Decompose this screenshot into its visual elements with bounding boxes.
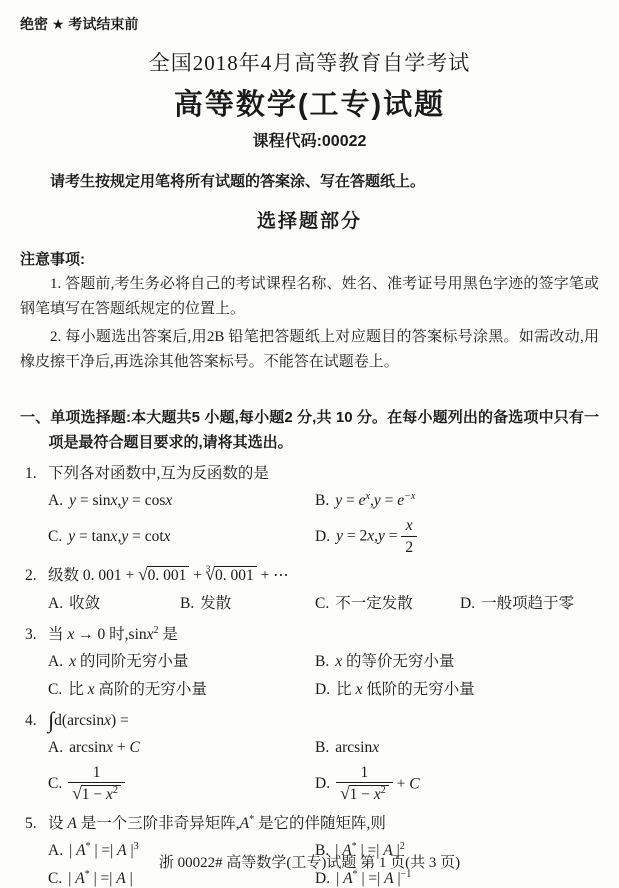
option-text: 一般项趋于零	[481, 594, 575, 612]
option-label: A.	[48, 652, 64, 670]
note-item-1: 1. 答题前,考生务必将自己的考试课程名称、姓名、准考证号用黑色字迹的签字笔或钢笔填写在答题纸规定的位置上。	[20, 276, 599, 317]
question-text: 下列各对函数中,互为反函数的是	[48, 465, 269, 482]
option	[315, 515, 599, 559]
option	[48, 487, 315, 515]
option	[315, 734, 599, 762]
notes-title: 注意事项:	[20, 251, 85, 268]
option-text: 比 x 低阶的无穷小量	[336, 680, 475, 698]
question-stem	[20, 462, 599, 486]
option-text: y = sinx,y = cosx	[69, 492, 173, 509]
question	[20, 623, 599, 704]
question-number: 1.	[25, 465, 37, 482]
question-number: 5.	[25, 815, 37, 833]
option-label: D.	[460, 594, 476, 612]
option-label: C.	[48, 527, 63, 545]
question-stem	[20, 709, 599, 733]
option-grid	[20, 590, 599, 618]
question-stem	[20, 623, 599, 647]
option-text: 1 $√1 - x^2$ + C	[336, 764, 420, 805]
option	[48, 648, 315, 676]
option	[48, 734, 315, 762]
page-title: 高等数学(工专)试题	[173, 89, 446, 121]
answer-instruction: 请考生按规定用笔将所有试题的答案涂、写在答题纸上。	[50, 173, 426, 190]
option-label: D.	[315, 527, 331, 545]
option-label: A.	[48, 738, 64, 756]
option-label: B.	[315, 738, 330, 756]
option-text: 比 x 高阶的无穷小量	[68, 680, 207, 698]
note-item-2: 2. 每小题选出答案后,用2B 铅笔把答题纸上对应题目的答案标号涂黑。如需改动,用橡皮擦干净后,再选涂其他答案标号。不能答在试题卷上。	[20, 329, 599, 370]
option-text: $y = e^x,y = e^{-x}$	[335, 490, 416, 509]
option-grid	[20, 648, 599, 704]
option-text: y = 2x,y = $\frac{x}{2}$	[336, 517, 417, 557]
question-text: 当 x → 0 时,sinx$^2$ 是	[48, 624, 178, 643]
option	[315, 676, 599, 704]
section-one-header: 一、单项选择题:本大题共5 小题,每小题2 分,共 10 分。在每小题列出的备选项中只有一项是最符合题目要求的,请将其选出。	[20, 409, 599, 451]
option	[48, 676, 315, 704]
question	[20, 462, 599, 559]
option-label: A.	[48, 842, 64, 860]
course-code: 课程代码:00022	[252, 133, 367, 150]
section-heading: 选择题部分	[256, 211, 362, 232]
option-text: 不一定发散	[335, 594, 413, 612]
option-text: | A* | =| A |	[68, 868, 133, 888]
option-label: D.	[315, 680, 331, 698]
option-label: B.	[315, 652, 330, 670]
option-text: arcsinx + C	[69, 738, 140, 756]
option-text: 发散	[200, 594, 232, 612]
exam-session-title: 全国2018年4月高等教育自学考试	[148, 51, 471, 75]
option-label: C.	[48, 870, 63, 888]
question	[20, 709, 599, 807]
option-text: x 的等价无穷小量	[335, 652, 455, 670]
question-stem	[20, 812, 599, 836]
question-text: ∫d(arcsinx) =	[48, 707, 129, 733]
option-text: y = tanx,y = cotx	[68, 527, 171, 545]
option-text: | A* | =| A $|^3$	[69, 840, 139, 860]
option-label: A.	[48, 492, 64, 509]
option	[180, 590, 315, 618]
option	[315, 590, 460, 618]
option-grid	[20, 487, 599, 559]
option-label: C.	[48, 775, 63, 793]
option	[460, 590, 599, 618]
option	[48, 515, 315, 559]
option	[315, 762, 599, 807]
option-text: 收敛	[69, 594, 101, 612]
question-text: 级数 0. 001 + √0. 001 + $^3$ √ 0. 001 + ⋯	[48, 567, 289, 584]
option-label: A.	[48, 594, 64, 612]
option	[315, 487, 599, 515]
option-label: B.	[180, 594, 195, 612]
option	[48, 762, 315, 807]
question-list	[20, 462, 599, 888]
option	[48, 590, 180, 618]
option-label: D.	[315, 870, 331, 888]
option	[315, 648, 599, 676]
option-text: | A* | =| A $|^2$	[335, 840, 405, 860]
option-label: B.	[315, 842, 330, 860]
option-text: 1 $√1 - x^2$	[68, 764, 125, 805]
option-text: | A* | =| A $|^{-1}$	[336, 868, 412, 888]
option-grid	[20, 734, 599, 807]
question	[20, 564, 599, 618]
question-stem	[20, 564, 599, 589]
question-text: 设 A 是一个三阶非奇异矩阵,A* 是它的伴随矩阵,则	[48, 813, 386, 833]
option-text: x 的同阶无穷小量	[69, 652, 189, 670]
option-label: D.	[315, 775, 331, 793]
option-text: arcsinx	[335, 738, 380, 756]
option-label: B.	[315, 492, 330, 509]
option-label: C.	[315, 594, 330, 612]
question-number: 2.	[25, 566, 37, 584]
question-number: 4.	[25, 711, 37, 729]
question-number: 3.	[25, 625, 37, 643]
option-label: C.	[48, 680, 63, 698]
classification-banner: 绝密 ★ 考试结束前	[20, 16, 139, 32]
page-footer: 浙 00022# 高等数学(工专)试题 第 1 页(共 3 页)	[158, 855, 461, 871]
